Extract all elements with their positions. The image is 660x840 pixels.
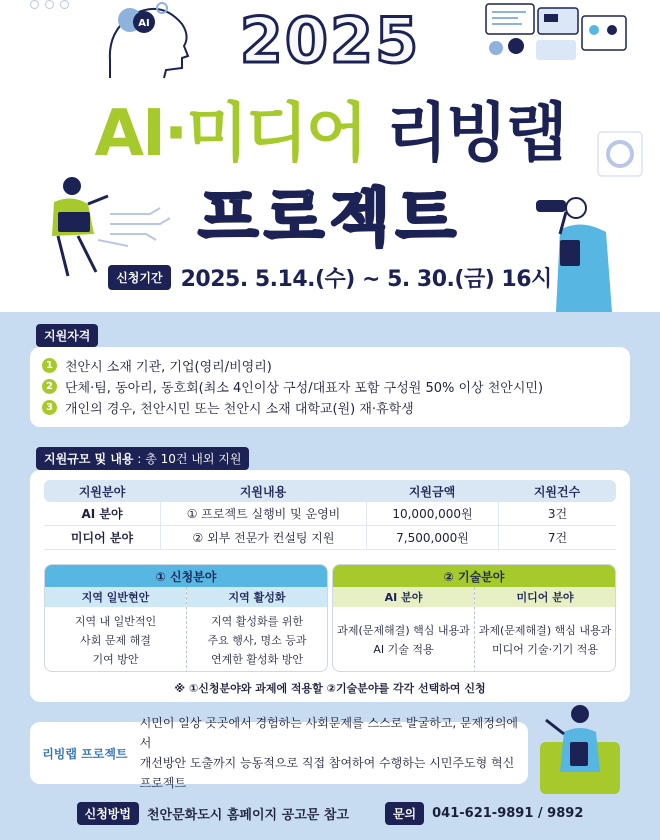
qualification-item xyxy=(42,376,618,397)
header-cell: 지원분야 xyxy=(78,484,126,499)
field-line: 과제(문제해결) 핵심 내용과 xyxy=(337,624,470,637)
poster-title xyxy=(0,82,660,174)
table-cell: ① 프로젝트 실행비 및 운영비 xyxy=(160,502,366,525)
svg-text:AI: AI xyxy=(138,18,150,29)
table-cell: 7건 xyxy=(498,526,616,549)
support-label-sub: : 총 10건 내외 지원 xyxy=(133,452,242,466)
field-line: 사회 문제 해결 xyxy=(80,633,151,647)
field-line: 과제(문제해결) 핵심 내용과 xyxy=(478,624,612,637)
table-cell: ② 외부 전문가 컨설팅 지원 xyxy=(160,526,366,549)
pie-chart-decoration-icon xyxy=(596,130,644,178)
living-lab-box xyxy=(30,716,528,790)
footer xyxy=(0,800,660,826)
field-line: 연계한 활성화 방안 xyxy=(210,652,303,666)
contact-value[interactable]: 041-621-9891 / 9892 xyxy=(432,805,584,821)
field-line: 지역 활성화를 위한 xyxy=(210,614,303,628)
field-title: ① 신청분야 xyxy=(45,565,327,587)
poster-year: 2025 xyxy=(239,4,421,77)
field-line: 주요 행사, 명소 등과 xyxy=(207,633,307,647)
binocular-person-icon xyxy=(530,190,640,312)
field-line: AI 기술 적용 xyxy=(373,643,434,656)
number-badge: 1 xyxy=(42,358,57,373)
support-label-main: 지원규모 및 내용 xyxy=(44,452,134,466)
selection-note: ※ ①신청분야와 과제에 적용할 ②기술분야를 각각 선택하여 신청 xyxy=(174,682,486,695)
period-value: 2025. 5.14.(수) ~ 5. 30.(금) 16시 xyxy=(180,267,552,292)
method-value: 천안문화도시 홈페이지 공고문 참고 xyxy=(147,807,349,823)
living-lab-description xyxy=(140,713,528,793)
circuit-lines-icon xyxy=(110,204,180,244)
field-title: ② 기술분야 xyxy=(333,565,615,587)
field-column xyxy=(474,587,615,672)
qualification-text: 개인의 경우, 천안시민 또는 천안시 소재 대학교(원) 재·휴학생 xyxy=(65,402,414,417)
table-cell: 10,000,000원 xyxy=(366,502,498,525)
contact-label: 문의 xyxy=(385,802,424,825)
technology-field-box xyxy=(332,564,616,672)
number-badge: 2 xyxy=(42,379,57,394)
qualification-box xyxy=(30,347,630,427)
field-column xyxy=(45,587,186,672)
field-subtitle: 미디어 분야 xyxy=(475,587,615,607)
qualification-item xyxy=(42,397,618,418)
application-period xyxy=(0,262,660,293)
field-line: 기여 방안 xyxy=(92,652,139,666)
living-lab-label: 리빙랩 프로젝트 xyxy=(42,746,128,761)
qualification-text: 천안시 소재 기관, 기업(영리/비영리) xyxy=(65,360,272,375)
table-cell: 7,500,000원 xyxy=(366,526,498,549)
tablet-person-icon xyxy=(530,702,630,794)
field-line: 지역 내 일반적인 xyxy=(74,614,157,628)
header-cell: 지원금액 xyxy=(408,484,456,499)
table-header xyxy=(44,480,616,502)
support-box xyxy=(30,470,630,702)
number-badge: 3 xyxy=(42,400,57,415)
header-cell: 지원건수 xyxy=(533,484,581,499)
title-project: 프로젝트 xyxy=(198,181,462,254)
title-living-lab: 리빙랩 xyxy=(385,97,566,171)
table-cell: 3건 xyxy=(498,502,616,525)
title-ai-media: AI·미디어 xyxy=(94,97,366,171)
application-field-box xyxy=(44,564,328,672)
field-subtitle: AI 분야 xyxy=(333,587,474,607)
qualification-item xyxy=(42,355,618,376)
period-label: 신청기간 xyxy=(108,265,170,290)
poster-header xyxy=(0,0,660,312)
living-lab-desc-line: 개선방안 도출까지 능동적으로 직접 참여하여 수행하는 시민주도형 혁신 프로젝트 xyxy=(139,756,515,790)
qualification-label: 지원자격 xyxy=(36,324,98,347)
field-line: 미디어 기술·기기 적용 xyxy=(491,643,599,656)
support-label xyxy=(36,447,249,470)
table-cell: AI 분야 xyxy=(81,507,123,521)
table-cell: 미디어 분야 xyxy=(70,531,134,545)
method-label: 신청방법 xyxy=(77,802,139,825)
table-row xyxy=(44,502,616,526)
table-row xyxy=(44,526,616,550)
field-subtitle: 지역 일반현안 xyxy=(45,587,186,607)
field-column xyxy=(333,587,474,672)
field-column xyxy=(186,587,327,672)
living-lab-desc-line: 시민이 일상 곳곳에서 경험하는 사회문제를 스스로 발굴하고, 문제정의에서 xyxy=(139,716,518,750)
header-cell: 지원내용 xyxy=(239,484,287,499)
field-subtitle: 지역 활성화 xyxy=(187,587,327,607)
qualification-text: 단체·팀, 동아리, 동호회(최소 4인이상 구성/대표자 포함 구성원 50% 이상 천안시민) xyxy=(65,381,544,396)
support-table xyxy=(44,480,616,550)
